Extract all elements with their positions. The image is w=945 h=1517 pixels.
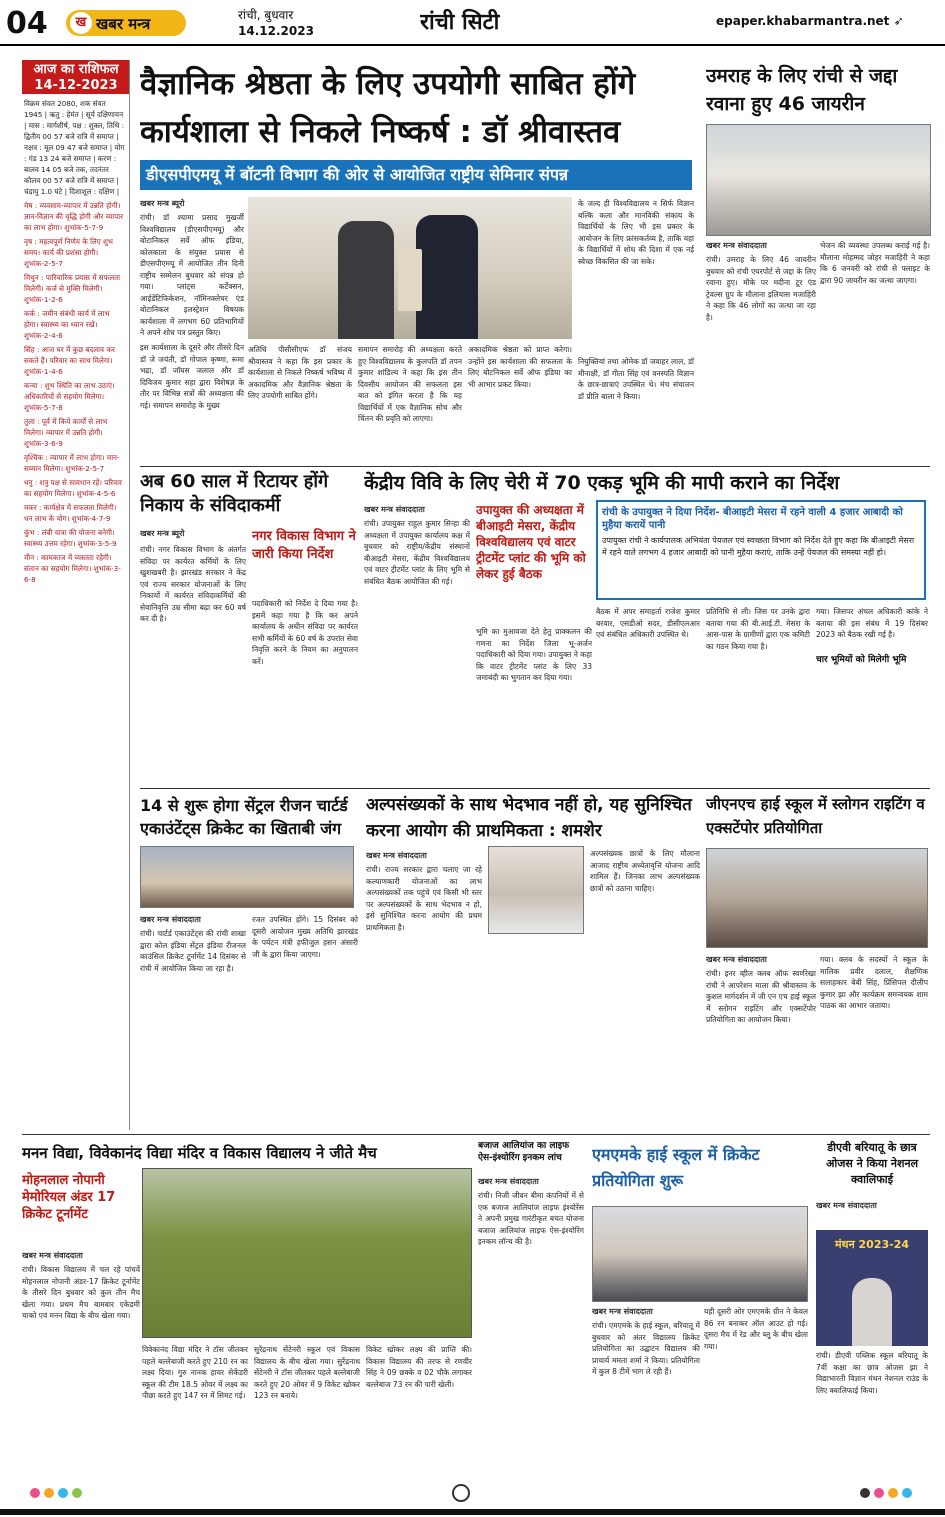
dateline-city: रांची, बुधवार [238, 8, 294, 22]
chery-info-text: उपायुक्त रांची ने कार्यपालक अभियंता पेयजल एवं स्वच्छता विभाग को निर्देश देते हुए कहा कि बीआइटी मेसरा में रहने वाले लगभग 4 हजार आबादी को पानी मुहैया कराएं, ताकि उन्हें पेयजल की समस्या नहीं हो। [602, 536, 915, 557]
rashifal-sign: मिथुन : पारिवारिक प्रयास में सफलता मिलेगी। कर्ज से मुक्ति मिलेगी। शुभांक-1-2-6 [24, 273, 121, 304]
jnh-photo [706, 848, 928, 948]
footer-dot [72, 1488, 82, 1498]
manan-column-2: विवेकानंद विद्या मंदिर ने टॉस जीतकर पहले बल्लेबाजी करते हुए 210 रन का लक्ष्य दिया। गुरु नानक हायर सेकेंडरी स्कूल की टीम 18.5 ओवर में लक्ष्य का पीछा करते हुए 147 रन में सिमट गई। [142, 1345, 248, 1400]
footer-dot [860, 1488, 870, 1498]
chery-byline: खबर मन्त्र संवाददाता [364, 505, 425, 514]
retire-column-1: रांची। नगर विकास विभाग के अंतर्गत संविदा पर कार्यरत कर्मियों के लिए खुशखबरी है। झारखंड सरकार ने केंद्र एवं राज्य सरकार योजनाओं के लिए निकायों में कार्यरत संविदाकर्मियों की सेवानिवृत्ति उम्र सीमा बढ़ा कर 60 वर्ष कर दी है। [140, 545, 246, 623]
epaper-link[interactable] [716, 14, 916, 34]
manan-column-3: सुरेंद्रनाथ सेंटेनरी स्कूल एवं विकास विद्यालय के बीच खेला गया। सुरेंद्रनाथ सेंटेनरी ने टॉस जीतकर पहले बल्लेबाजी करते हुए 20 ओवर में 9 विकेट खोकर 123 रन बनाये। [254, 1345, 360, 1400]
umrah-photo [706, 124, 931, 236]
rashifal-sign: तुला : पूर्व में किये कार्यों से लाभ मिलेगा। व्यापार में उन्नति होगी। शुभांक-3-6-9 [24, 417, 108, 448]
dav-student-figure [852, 1278, 892, 1346]
umrah-column-2: भेजन की व्यवस्था उपलब्ध कराई गई है। मौलाना मोहम्मद जोहर मजाहिरी ने कहा कि 6 जनवरी को रांची से फ्लाइट के द्वारा 90 जायरीन का जत्था जाएगा। [820, 241, 930, 285]
rashifal-sign: वृष : महत्वपूर्ण निर्णय के लिए शुभ समय। कार्य की प्रशंसा होगी। शुभांक-2-5-7 [24, 237, 113, 268]
photo-person-left [338, 221, 394, 339]
dav-photo [816, 1230, 928, 1346]
chery-column-3: बैठक में अपर समाहर्ता राजेश कुमार बरवार, एसडीओ सदर, डीसीएलआर एवं संबंधित अधिकारी उपस्थित थे। [596, 607, 700, 639]
dav-column-1: रांची। डीएवी पब्लिक स्कूल बरियातू के 7वीं कक्षा का छात्र ओजस झा ने विद्याभारती विज्ञान मंथन नेशनल राउंड के लिए क्वालिफाई किया। [816, 1351, 928, 1395]
rashifal-date: 14-12-2023 [34, 78, 118, 93]
cricket-byline: खबर मन्त्र संवाददाता [140, 915, 201, 924]
footer-dot [888, 1488, 898, 1498]
jnh-byline: खबर मन्त्र संवाददाता [706, 955, 767, 964]
photo-person-right [416, 215, 478, 339]
cricket-headline[interactable]: 14 से शुरू होगा सेंट्रल रीजन चार्टर्ड एकाउंटेंट्स क्रिकेट का खिताबी जंग [140, 796, 348, 838]
dateline-date: 14.12.2023 [238, 24, 314, 38]
rashifal-sign: वृश्चिक : व्यापार में लाभ होगा। मान-सम्मान मिलेगा। शुभांक-2-5-7 [24, 453, 120, 473]
lead-column-3: अतिथि पीसीसीएफ डॉ संजय श्रीवास्तव ने कहा कि इस प्रकार के कार्यशाला से निकले निष्कर्ष भविष्य में अकादमिक और वैज्ञानिक श्रेष्ठता के लिए उपयोगी साबित होंगे। [248, 345, 352, 400]
chery-column-5: गया। जिसपर अंचल अधिकारी कांके ने बताया की इस संबंध में 19 दिसंबर 2023 को बैठक रखी गई है। [816, 607, 928, 639]
brand-name: खबर मन्त्र [96, 15, 151, 33]
rashifal-column [22, 60, 130, 1130]
lead-column-1: रांची। डॉ श्यामा प्रसाद मुखर्जी विश्वविद्यालय (डीएसपीएमयू) और बोटानिकल सर्वे ऑफ इंडिया, कोलकाता के संयुक्त प्रयास से डीएसपीएमयू में आयोजित तीन दिनी राष्ट्रीय सम्मेलन बुधवार को संपन्न हो गया। प्लांट्स कर्टेक्सन, आईडेंटिफिकेशन, नॉमिनक्लेचर एंड बोटानिकल इलस्ट्रेशन विषयक कार्यशाला में लगभग 60 प्रतिभागियों ने अपने शोध पत्र प्रस्तुत किए। [140, 213, 244, 337]
epaper-url[interactable]: epaper.khabarmantra.net [716, 14, 890, 28]
mmk-photo [592, 1206, 808, 1302]
chery-column-2: भूमि का मुआवजा देते हेतु प्राक्कलन की गणना का निर्देश जिला भू-अर्जन पदाधिकारी को दिया गया। उपायुक्त ने कहा कि वाटर ट्रीटमेंट प्लांट के लिए 33 जमाबंदी का भुगतान कर दिया गया। [476, 627, 592, 682]
manan-headline[interactable]: मनन विद्या, विवेकानंद विद्या मंदिर व विकास विद्यालय ने जीते मैच [22, 1144, 377, 1162]
chery-column-1: रांची। उपायुक्त राहुल कुमार सिन्हा की अध्यक्षता में उपायुक्त कार्यालय कक्ष में बुधवार को राष्ट्रीय/केंद्रीय संस्थानों बीआइटी मेसरा, केंद्रीय विश्वविद्यालय एवं वाटर ट्रीटमेंट प्लांट के लिए भूमि से संबंधित बैठक आयोजित की गई। [364, 519, 470, 586]
footer-dot [58, 1488, 68, 1498]
footer-dot [30, 1488, 40, 1498]
brand-logo-icon: ख [70, 12, 92, 34]
manan-column-4: विकेट खोकर लक्ष्य की प्राप्ति की। विकास विद्यालय की तरफ से रणवीर सिंह ने 09 छक्के व 02 चौके लगाकर बल्लेबाज 73 रन की पारी खेली। [366, 1345, 472, 1389]
lead-column-6: के जल्द ही विश्वविद्यालय न सिर्फ विज्ञान बल्कि कला और मानविकी संकाय के विद्यार्थियों के लिए भी इस प्रकार के आयोजन के लिए फ्रांसकर्तव्य है, ताकि यहां के विद्यार्थियों में शोध की दिशा में एक नई स्वेच्छ विकसित की जा सके। [578, 199, 694, 266]
lead-headline[interactable]: वैज्ञानिक श्रेष्ठता के लिए उपयोगी साबित होंगे कार्यशाला से निकले निष्कर्ष : डॉ श्रीवास्तव [140, 66, 636, 150]
jnh-column-1: रांची। इनर व्हील क्लब ऑफ स्वर्णरेखा रांची ने आपरेशन माला की श्रीवास्तव के कुशल मार्गदर्शन में जी एन एच हाई स्कूल में स्लोगन राइटिंग और एक्सटेंपोर प्रतियोगिता का आयोजन किया। [706, 969, 816, 1024]
bajaj-headline[interactable]: बजाज आलियांज का लाइफ ऐस-इंश्योरिंग इनकम लांच [478, 1141, 570, 1163]
manan-column-1: रांची। विकास विद्यालय में चल रहे पांचवें मोहनलाल नोपानी अंडर-17 क्रिकेट टूर्नामेंट के तीसरे दिन बुधवार को कुल तीन मैच खेला गया। प्रथम मैच बामबार एकेडमी चाको एवं मनन विद्या के बीच खेला गया। [22, 1265, 140, 1320]
page-footer [0, 1480, 945, 1510]
mmk-headline[interactable]: एमएमके हाई स्कूल में क्रिकेट प्रतियोगिता शुरू [592, 1145, 760, 1190]
cricket-column-1: रांची। चार्टर्ड एकाउंटेंट्स की रांची शाखा द्वारा कोल इंडिया सेंट्रल इंडिया रीजनल काउंसिल क्रिकेट टूर्नामेंट 14 दिसंबर से रांची में आयोजित किया जा रहा है। [140, 929, 246, 973]
footer-dot [902, 1488, 912, 1498]
rashifal-sign: धनु : शत्रु पक्ष से सावधान रहें। परिवार का सहयोग मिलेगा। शुभांक-4-5-6 [24, 478, 122, 498]
dav-photo-banner: मंथन 2023-24 [834, 1238, 910, 1251]
rashifal-sign: कन्या : शुभ स्थिति का लाभ उठाएं। अधिकारियों से सहयोग मिलेगा। शुभांक-5-7-8 [24, 381, 115, 412]
minority-byline: खबर मन्त्र संवाददाता [366, 851, 427, 860]
dav-byline: खबर मन्त्र संवाददाता [816, 1201, 877, 1210]
rashifal-sign: मेष : व्यवसाय-व्यापार में उन्नति होगी। ज्ञान-विज्ञान की वृद्धि होगी और व्यापार का लाभ होगा। शुभांक-5-7-9 [24, 201, 124, 232]
rashifal-title: आज का राशिफल [33, 62, 119, 77]
photo-memento [398, 249, 422, 311]
chery-column-4: प्रतिनिधि से ली। जिस पर उनके द्वारा बताया गया की बी.आई.टी. मेसरा के आस-पास के ग्रामीणों द्वारा एक कमिटी का गठन किया गया है। [706, 607, 810, 651]
rashifal-body [24, 98, 126, 1128]
cricket-column-2: रजत उपस्थित होंगे। 15 दिसंबर को दूसरी आयोजन मुख्य अतिथि झारखंड के पर्यटन मंत्री हफीजुल हसन अंसारी जी के द्वारा किया जाएगा। [252, 915, 358, 959]
minority-column-2: अल्पसंख्यक छात्रों के लिए मौलाना आजाद राष्ट्रीय अध्येतावृत्ति योजना आदि शामिल हैं। जिनका लाभ अल्पसंख्यक छात्रों को उठाना चाहिए। [590, 849, 700, 893]
jnh-headline[interactable]: जीएनएच हाई स्कूल में स्लोगन राइटिंग व एक्सटेंपोर प्रतियोगिता [706, 795, 925, 837]
retire-byline: खबर मन्त्र ब्यूरो [140, 529, 185, 538]
rashifal-sign: कर्क : जमीन संबंधी कार्य में लाभ होगा। स्वास्थ्य का ध्यान रखें। शुभांक-2-4-6 [24, 309, 110, 340]
retire-headline[interactable]: अब 60 साल में रिटायर होंगे निकाय के संविदाकर्मी [140, 471, 329, 516]
manan-byline: खबर मन्त्र संवाददाता [22, 1251, 83, 1260]
mmk-byline: खबर मन्त्र संवाददाता [592, 1307, 653, 1316]
jnh-column-2: गया। क्लब के सदस्यों ने स्कूल के मालिक प्रवीर दलाल, शैक्षणिक सलाहकार बेबी सिंह, प्रिंसिपल दीलीप कुमार झा और कार्यक्रम समन्वयक शाम पाठक का आभार जताया। [820, 955, 928, 1010]
footer-dot [44, 1488, 54, 1498]
divider [22, 1134, 930, 1135]
lead-column-7: नियुक्तियां तथा ओमेक डॉ जवाहर लाल, डॉ मीनाक्षी, डॉ गीता सिंह एवं वनस्पति विज्ञान के छात्र-छात्राएं उपस्थित थे। मंच संचालन डॉ प्रीति बाला ने किया। [578, 357, 694, 401]
cursor-icon: ➶ [893, 14, 904, 28]
umrah-byline: खबर मन्त्र संवाददाता [706, 241, 767, 250]
chery-sidebar: उपायुक्त की अध्यक्षता में बीआइटी मेसरा, केंद्रीय विश्वविद्यालय एवं वाटर ट्रीटमेंट प्लांट की भूमि को लेकर हुई बैठक [476, 503, 586, 581]
page-number: 04 [6, 6, 64, 42]
footer-bar [0, 1509, 945, 1515]
mmk-column-1: रांची। एमएमके के हाई स्कूल, बरियातू में बुधवार को अंतर विद्यालय क्रिकेट प्रतियोगिता का उद्घाटन विद्यालय की प्राचार्य ममता शर्मा ने किया। प्रतियोगिता में कुल 8 टीमें भाग ले रही हैं। [592, 1321, 700, 1376]
chery-headline[interactable]: केंद्रीय विवि के लिए चेरी में 70 एकड़ भूमि की मापी कराने का निर्देश [364, 472, 840, 494]
mmk-column-2: यही दूसरी ओर एमएमके ग्रीन ने केवल 86 रन बनाकर ऑल आउट हो गई। दूसरा मैच में रेड और ब्लू के बीच खेला गया। [704, 1307, 808, 1351]
rashifal-sign: मकर : कार्यक्षेत्र में सफलता मिलेगी। धन लाभ के योग। शुभांक-4-7-9 [24, 503, 117, 523]
rashifal-sign: मीन : कामकाज में व्यस्तता रहेगी। संतान का सहयोग मिलेगा। शुभांक-3-6-8 [24, 553, 121, 584]
rashifal-intro: विक्रम संवत 2080, शक संवत 1945 | ऋतु : हेमंत | सूर्य दक्षिणायन | मास : मार्गशीर्ष, पक्ष : शुक्ल, तिथि : द्वितीय 00 57 बजे रात्रि में समाप्त | नक्षत्र : मूल 09 47 बजे समाप्त | योग : गंड 13 24 बजे समाप्त | करण : बालव 14 05 बजे तक, तदनंतर कौलव 00 57 बजे रात्रि में समाप्त | चंद्रायु 1.0 घंटे | दिशाशूल : दक्षिण | [24, 99, 125, 196]
lead-column-4: समापन समारोह की अध्यक्षता करते हुए विश्वविद्यालय के कुलपति डॉ तपन कुमार शांडिल्य ने कहा कि इस तीन दिवसीय आयोजन की सफलता इस बात को इंगित करता है कि यह विद्यार्थियों में एक वैज्ञानिक सोच और चिंतन की प्रवृति को लाएगा। [358, 345, 462, 423]
manan-sidebar: मोहनलाल नोपानी मेमोरियल अंडर 17 क्रिकेट टूर्नामेंट [22, 1173, 116, 1222]
lead-subheadline: डीएसपीएमयू में बॉटनी विभाग की ओर से आयोजित राष्ट्रीय सेमिनार संपन्न [140, 160, 692, 190]
minority-column-1: रांची। राज्य सरकार द्वारा चलाए जा रहे कल्याणकारी योजनाओं का लाभ अल्पसंख्यकों तक पहुंचे एवं किसी भी स्तर पर अल्पसंख्यकों के साथ भेदभाव न हो, इसे सुनिश्चित करना आयोग की प्रथम प्राथमिकता है। [366, 865, 482, 932]
rashifal-sign: सिंह : आज घर में कुछ बदलाव कर सकते हैं। परिवार का साथ मिलेगा। शुभांक-1-4-6 [24, 345, 115, 376]
footer-dot [874, 1488, 884, 1498]
bajaj-column-1: रांची। निजी जीवन बीमा कंपनियों में से एक बजाज आलियांज लाइफ इंश्योरेंस ने अपनी प्रमुख गारंटीकृत बचत योजना बजाज आलियांज लाइफ ऐस-इंश्योरिंग इनकम लॉन्च की है। [478, 1191, 584, 1246]
lead-column-5: अकादमिक श्रेष्ठता को प्राप्त करेगा। उन्होंने इस कार्यशाला की सफलता के लिए बोटनिकल सर्वे ऑफ इंडिया का भी आभार प्रकट किया। [468, 345, 572, 389]
rashifal-sign: कुंभ : लंबी यात्रा की योजना बनेगी। स्वास्थ्य उत्तम रहेगा। शुभांक-3-5-9 [24, 528, 117, 548]
chery-info-box [596, 500, 926, 600]
divider [140, 788, 930, 789]
manan-photo [142, 1168, 472, 1338]
minority-portrait [488, 846, 584, 934]
retire-column-2: पदाधिकारी को निर्देश दे दिया गया है। इसमें कहा गया है कि कर अपने कार्यालय के अधीन संविदा पर कार्यरत सभी कर्मियों के 60 वर्ष के उपरांत सेवा निवृत्ति करने के नियम का अनुपालन करें। [252, 599, 358, 666]
chery-subheading: चार भूमियों को मिलेगी भूमि [816, 655, 907, 665]
minority-headline[interactable]: अल्पसंख्यकों के साथ भेदभाव नहीं हो, यह सुनिश्चित करना आयोग की प्राथमिकता : शमशेर [366, 795, 692, 841]
umrah-headline[interactable]: उमराह के लिए रांची से जद्दा रवाना हुए 46 जायरीन [706, 65, 898, 115]
cricket-photo [140, 846, 354, 908]
dav-headline[interactable]: डीएवी बरियातू के छात्र ओजस ने किया नेशनल क्वालिफाई [825, 1141, 919, 1186]
retire-sidebar: नगर विकास विभाग ने जारी किया निर्देश [252, 529, 356, 562]
divider [140, 466, 930, 467]
lead-photo [248, 197, 572, 339]
section-title: रांची सिटी [420, 10, 500, 35]
rashifal-header [22, 60, 130, 94]
lead-byline: खबर मन्त्र ब्यूरो [140, 199, 185, 208]
umrah-column-1: रांची। उमराह के लिए 46 जायरीन बुधवार को रांची एयरपोर्ट से जद्दा के लिए रवाना हुए। मौके पर मदीना टूर एंड ट्रेवल्स ग्रुप के मौलाना इलियास मजाहिरी ने कहा कि 46 लोगों का जत्था जा रहा है। [706, 255, 816, 322]
registration-mark-icon [452, 1484, 470, 1502]
lead-column-2: इस कार्यशाला के दूसरे और तीसरे दिन डॉ जे जयंती, डॉ गोपाल कृष्णा, रूमा भद्रा, डॉ जॉयस जलाल और डॉ दिविजय कुमार सहा द्वारा विशेषज्ञ के तौर पर विभिन्न सत्रों की अध्यक्षता की गई। समापन समारोह के मुख्य [140, 343, 244, 410]
dateline [238, 7, 348, 41]
bajaj-byline: खबर मन्त्र संवाददाता [478, 1177, 539, 1186]
chery-info-title: रांची के उपायुक्त ने दिया निर्देश- बीआइटी मेसरा में रहने वाली 4 हजार आबादी को मुहैया करायें पानी [602, 507, 903, 531]
